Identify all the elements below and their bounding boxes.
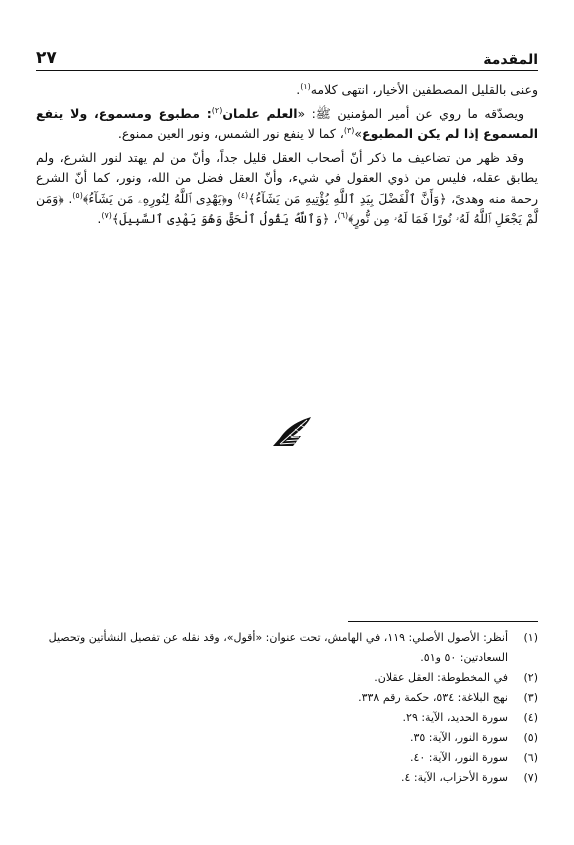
- p2-f: ، كما لا ينفع نور الشمس، ونور العين ممنوع.: [117, 126, 344, 141]
- footnote-item: [36, 768, 538, 788]
- footnote-number: (٢): [523, 671, 538, 684]
- p2-e: »: [354, 126, 363, 141]
- paragraph-1: [36, 80, 538, 101]
- p1-text: وعنى بالقليل المصطفين الأخيار، انتهى كلامه: [310, 82, 538, 97]
- footnote-ref-2: (٢): [211, 105, 223, 115]
- footnote-rule: [348, 621, 538, 622]
- footnote-item: [36, 748, 538, 768]
- footnote-number: (٤): [523, 711, 538, 724]
- paragraph-3: [36, 148, 538, 230]
- p3-d: ،: [329, 211, 338, 226]
- footnote-ref-4: (٤): [237, 190, 249, 200]
- p3-b: و: [227, 190, 238, 206]
- footnote-text: سورة النور، الآية: ٤٠.: [409, 751, 508, 764]
- footnote-ref-6: (٦): [337, 210, 349, 220]
- footnotes-list: [36, 628, 538, 788]
- footnote-number: (٦): [523, 751, 538, 764]
- footnote-text: سورة النور، الآية: ٣٥.: [409, 731, 508, 744]
- footnote-text: سورة الحديد، الآية: ٢٩.: [402, 711, 508, 724]
- footnote-ref-1: (١): [300, 81, 311, 91]
- p3-e: .: [97, 211, 102, 226]
- p2-a: ويصدّقه ما روي عن أمير المؤمنين: [330, 105, 524, 121]
- footnote-text: سورة الأحزاب، الآية: ٤.: [400, 771, 508, 784]
- footnote-number: (٥): [523, 731, 538, 744]
- section-title: المقدمة: [483, 52, 538, 68]
- footnote-number: (١): [523, 631, 538, 644]
- footnote-text: أنظر: الأصول الأصلي: ١١٩، في الهامش، تحت عنوان: «أقول»، وقد نقله عن تفصيل النشأتين وتحصيل السعادتين: ٥٠ و٥١.: [48, 631, 508, 664]
- quran-verse-3: ﴿وَمَن لَّمْ يَجْعَلِ ٱللَّهُ لَهُۥ نُورًا فَمَا لَهُۥ مِن نُّورٍ﴾: [36, 190, 538, 226]
- quill-and-book-icon: [267, 415, 321, 449]
- header-rule: [36, 70, 538, 71]
- quran-verse-1: ﴿وَأَنَّ ٱلْفَضْلَ بِيَدِ ٱللَّهِ يُؤْتِيهِ مَن يَشَآءُ﴾: [248, 190, 447, 206]
- p3-c: .: [63, 190, 73, 206]
- footnote-item: [36, 728, 538, 748]
- footnote-number: (٧): [523, 771, 538, 784]
- paragraph-2: [36, 104, 538, 145]
- footnote-ref-7: (٧): [101, 210, 112, 220]
- quran-verse-2: ﴿يَهْدِى ٱللَّهُ لِنُورِهِۦ مَن يَشَآءُ﴾: [82, 190, 228, 206]
- page-number: ٢٧: [36, 48, 57, 68]
- p3-a: وقد ظهر من تضاعيف ما ذكر أنّ أصحاب العقل قليل جداً، وأنّ من لم يهتد لنور الشرع، ولم يطابق عقله، فليس من ذوي العقول في شيء، وأنّ العقل فضل من الله، ونور، كما أنّ الشرع رحمة منه وهدىً،: [36, 149, 538, 206]
- p2-b: : «: [297, 105, 316, 121]
- footnote-ref-3: (٣): [343, 125, 355, 135]
- honorific-glyph: ﷺ: [315, 105, 331, 121]
- quran-verse-4: ﴿وَٱللَّهُ يَقُولُ ٱلْحَقَّ وَهُوَ يَهْدِى ٱلسَّبِيلَ﴾: [111, 211, 330, 226]
- footnote-item: [36, 688, 538, 708]
- p1-end: .: [296, 82, 301, 97]
- footnote-item: [36, 628, 538, 668]
- footnote-number: (٣): [523, 691, 538, 704]
- footnote-item: [36, 708, 538, 728]
- main-text: [36, 80, 538, 233]
- page-header: [36, 46, 538, 68]
- footnote-item: [36, 668, 538, 688]
- hadith-bold-2: : مطبوع ومسموع، ولا ينفع المسموع إذا لم يكن المطبوع: [36, 105, 538, 141]
- footnote-text: نهج البلاغة: ٥٣٤، حكمة رقم ٣٣٨.: [358, 691, 508, 704]
- footnote-text: في المخطوطة: العقل عقلان.: [374, 671, 508, 684]
- hadith-bold-1: العلم علمان: [222, 105, 298, 121]
- footnote-ref-5: (٥): [72, 190, 83, 200]
